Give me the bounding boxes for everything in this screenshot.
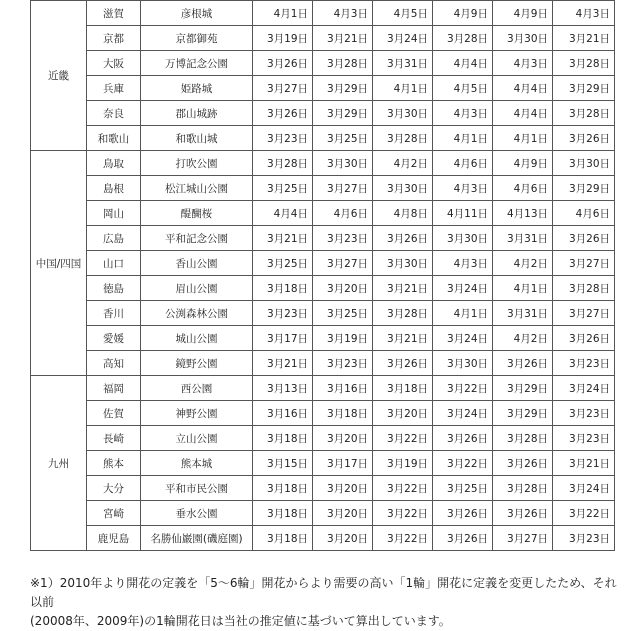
table-row — [31, 451, 615, 476]
date-cell: 3月17日 — [313, 451, 373, 476]
date-cell: 3月22日 — [373, 501, 433, 526]
date-cell: 4月6日 — [313, 201, 373, 226]
place-cell: 眉山公園 — [141, 276, 253, 301]
date-cell: 4月1日 — [433, 126, 493, 151]
prefecture-cell: 徳島 — [87, 276, 141, 301]
date-cell: 3月19日 — [373, 451, 433, 476]
date-cell: 3月18日 — [253, 276, 313, 301]
prefecture-cell: 熊本 — [87, 451, 141, 476]
date-cell: 3月19日 — [313, 326, 373, 351]
date-cell: 3月26日 — [373, 226, 433, 251]
date-cell: 4月8日 — [373, 201, 433, 226]
prefecture-cell: 山口 — [87, 251, 141, 276]
date-cell: 3月27日 — [313, 251, 373, 276]
date-cell: 4月3日 — [433, 101, 493, 126]
bloom-forecast-table — [30, 0, 615, 551]
date-cell: 3月26日 — [253, 101, 313, 126]
date-cell: 3月20日 — [313, 526, 373, 551]
place-cell: 万博記念公園 — [141, 51, 253, 76]
prefecture-cell: 和歌山 — [87, 126, 141, 151]
date-cell: 4月1日 — [253, 1, 313, 26]
table-row — [31, 501, 615, 526]
date-cell: 3月29日 — [493, 376, 553, 401]
date-cell: 3月28日 — [373, 126, 433, 151]
prefecture-cell: 岡山 — [87, 201, 141, 226]
date-cell: 3月24日 — [433, 401, 493, 426]
date-cell: 3月18日 — [253, 426, 313, 451]
date-cell: 4月4日 — [253, 201, 313, 226]
table-row — [31, 176, 615, 201]
date-cell: 4月6日 — [433, 151, 493, 176]
date-cell: 3月26日 — [253, 51, 313, 76]
date-cell: 4月11日 — [433, 201, 493, 226]
date-cell: 3月24日 — [433, 276, 493, 301]
date-cell: 3月28日 — [433, 26, 493, 51]
place-cell: 城山公園 — [141, 326, 253, 351]
table-row — [31, 401, 615, 426]
date-cell: 3月29日 — [493, 401, 553, 426]
prefecture-cell: 大分 — [87, 476, 141, 501]
place-cell: 熊本城 — [141, 451, 253, 476]
date-cell: 3月22日 — [373, 526, 433, 551]
table-body — [31, 1, 615, 551]
date-cell: 3月28日 — [553, 51, 615, 76]
region-cell: 九州 — [31, 376, 87, 551]
date-cell: 3月28日 — [313, 51, 373, 76]
date-cell: 3月23日 — [553, 351, 615, 376]
date-cell: 4月2日 — [373, 151, 433, 176]
date-cell: 3月24日 — [553, 476, 615, 501]
date-cell: 3月20日 — [313, 501, 373, 526]
date-cell: 3月27日 — [253, 76, 313, 101]
date-cell: 4月3日 — [433, 251, 493, 276]
date-cell: 3月21日 — [553, 451, 615, 476]
region-cell: 中国/四国 — [31, 151, 87, 376]
table-row — [31, 151, 615, 176]
table-row — [31, 76, 615, 101]
date-cell: 4月5日 — [373, 1, 433, 26]
table-row — [31, 226, 615, 251]
prefecture-cell: 高知 — [87, 351, 141, 376]
date-cell: 4月4日 — [493, 76, 553, 101]
date-cell: 3月26日 — [433, 426, 493, 451]
prefecture-cell: 滋賀 — [87, 1, 141, 26]
prefecture-cell: 京都 — [87, 26, 141, 51]
region-cell: 近畿 — [31, 1, 87, 151]
date-cell: 3月20日 — [313, 276, 373, 301]
date-cell: 3月25日 — [253, 251, 313, 276]
date-cell: 3月28日 — [553, 101, 615, 126]
date-cell: 3月30日 — [433, 351, 493, 376]
table-row — [31, 51, 615, 76]
date-cell: 3月23日 — [253, 126, 313, 151]
place-cell: 神野公園 — [141, 401, 253, 426]
date-cell: 3月25日 — [433, 476, 493, 501]
date-cell: 3月23日 — [553, 426, 615, 451]
date-cell: 3月29日 — [313, 76, 373, 101]
date-cell: 4月1日 — [493, 126, 553, 151]
place-cell: 京都御苑 — [141, 26, 253, 51]
date-cell: 3月25日 — [253, 176, 313, 201]
date-cell: 4月1日 — [433, 301, 493, 326]
date-cell: 3月18日 — [253, 476, 313, 501]
place-cell: 西公園 — [141, 376, 253, 401]
place-cell: 垂水公園 — [141, 501, 253, 526]
prefecture-cell: 鹿児島 — [87, 526, 141, 551]
table-row — [31, 101, 615, 126]
date-cell: 3月28日 — [253, 151, 313, 176]
date-cell: 3月23日 — [553, 526, 615, 551]
table-row — [31, 376, 615, 401]
date-cell: 4月13日 — [493, 201, 553, 226]
date-cell: 3月26日 — [553, 326, 615, 351]
date-cell: 3月26日 — [553, 226, 615, 251]
date-cell: 3月30日 — [493, 26, 553, 51]
date-cell: 3月20日 — [313, 426, 373, 451]
date-cell: 3月30日 — [373, 101, 433, 126]
prefecture-cell: 広島 — [87, 226, 141, 251]
place-cell: 打吹公園 — [141, 151, 253, 176]
date-cell: 3月18日 — [253, 501, 313, 526]
prefecture-cell: 香川 — [87, 301, 141, 326]
prefecture-cell: 宮崎 — [87, 501, 141, 526]
date-cell: 4月1日 — [373, 76, 433, 101]
date-cell: 3月20日 — [373, 401, 433, 426]
date-cell: 3月22日 — [373, 476, 433, 501]
footnote-line-1: ※1）2010年より開花の定義を「5～6輪」開花からより需要の高い「1輪」開花に定義を変更したため、それ以前 — [30, 576, 617, 609]
date-cell: 3月30日 — [373, 176, 433, 201]
date-cell: 3月26日 — [373, 351, 433, 376]
date-cell: 4月2日 — [493, 251, 553, 276]
date-cell: 3月22日 — [553, 501, 615, 526]
date-cell: 3月24日 — [553, 376, 615, 401]
date-cell: 4月2日 — [493, 326, 553, 351]
date-cell: 3月25日 — [313, 126, 373, 151]
date-cell: 3月29日 — [553, 176, 615, 201]
date-cell: 3月27日 — [553, 251, 615, 276]
date-cell: 3月27日 — [313, 176, 373, 201]
date-cell: 3月24日 — [373, 26, 433, 51]
date-cell: 4月9日 — [493, 151, 553, 176]
footnote — [30, 574, 620, 631]
date-cell: 3月30日 — [433, 226, 493, 251]
table-row — [31, 526, 615, 551]
date-cell: 3月16日 — [313, 376, 373, 401]
date-cell: 3月17日 — [253, 326, 313, 351]
date-cell: 3月23日 — [253, 301, 313, 326]
date-cell: 4月3日 — [553, 1, 615, 26]
date-cell: 4月3日 — [493, 51, 553, 76]
date-cell: 3月21日 — [313, 26, 373, 51]
date-cell: 4月4日 — [493, 101, 553, 126]
date-cell: 3月31日 — [373, 51, 433, 76]
date-cell: 3月26日 — [493, 501, 553, 526]
date-cell: 4月3日 — [433, 176, 493, 201]
table-row — [31, 251, 615, 276]
table-row — [31, 351, 615, 376]
date-cell: 3月28日 — [553, 276, 615, 301]
place-cell: 平和市民公園 — [141, 476, 253, 501]
date-cell: 3月23日 — [313, 351, 373, 376]
date-cell: 3月21日 — [253, 226, 313, 251]
date-cell: 4月3日 — [313, 1, 373, 26]
date-cell: 3月28日 — [493, 426, 553, 451]
date-cell: 3月29日 — [313, 101, 373, 126]
date-cell: 3月13日 — [253, 376, 313, 401]
date-cell: 4月4日 — [433, 51, 493, 76]
prefecture-cell: 大阪 — [87, 51, 141, 76]
place-cell: 鏡野公園 — [141, 351, 253, 376]
table-row — [31, 426, 615, 451]
date-cell: 3月18日 — [313, 401, 373, 426]
place-cell: 姫路城 — [141, 76, 253, 101]
date-cell: 3月23日 — [553, 401, 615, 426]
prefecture-cell: 鳥取 — [87, 151, 141, 176]
date-cell: 3月26日 — [433, 526, 493, 551]
date-cell: 4月6日 — [553, 201, 615, 226]
place-cell: 公渕森林公園 — [141, 301, 253, 326]
date-cell: 3月30日 — [373, 251, 433, 276]
table-row — [31, 276, 615, 301]
date-cell: 3月26日 — [493, 351, 553, 376]
date-cell: 3月28日 — [493, 476, 553, 501]
date-cell: 3月19日 — [253, 26, 313, 51]
date-cell: 3月21日 — [253, 351, 313, 376]
prefecture-cell: 島根 — [87, 176, 141, 201]
place-cell: 名勝仙巌園(磯庭園) — [141, 526, 253, 551]
date-cell: 4月1日 — [493, 276, 553, 301]
date-cell: 3月21日 — [553, 26, 615, 51]
date-cell: 3月24日 — [433, 326, 493, 351]
date-cell: 3月28日 — [373, 301, 433, 326]
date-cell: 3月16日 — [253, 401, 313, 426]
date-cell: 3月26日 — [553, 126, 615, 151]
date-cell: 3月27日 — [493, 526, 553, 551]
date-cell: 3月29日 — [553, 76, 615, 101]
date-cell: 4月9日 — [433, 1, 493, 26]
place-cell: 郡山城跡 — [141, 101, 253, 126]
place-cell: 彦根城 — [141, 1, 253, 26]
table-row — [31, 1, 615, 26]
place-cell: 立山公園 — [141, 426, 253, 451]
date-cell: 3月31日 — [493, 226, 553, 251]
date-cell: 3月22日 — [433, 451, 493, 476]
prefecture-cell: 兵庫 — [87, 76, 141, 101]
table-row — [31, 201, 615, 226]
prefecture-cell: 奈良 — [87, 101, 141, 126]
date-cell: 4月5日 — [433, 76, 493, 101]
table-row — [31, 326, 615, 351]
place-cell: 醍醐桜 — [141, 201, 253, 226]
table-row — [31, 26, 615, 51]
date-cell: 3月22日 — [373, 426, 433, 451]
table-row — [31, 126, 615, 151]
table-row — [31, 476, 615, 501]
place-cell: 和歌山城 — [141, 126, 253, 151]
date-cell: 3月18日 — [253, 526, 313, 551]
footnote-line-2: (20008年、2009年)の1輪開花日は当社の推定値に基づいて算出しています。 — [30, 614, 451, 628]
date-cell: 3月27日 — [553, 301, 615, 326]
date-cell: 3月18日 — [373, 376, 433, 401]
prefecture-cell: 福岡 — [87, 376, 141, 401]
prefecture-cell: 愛媛 — [87, 326, 141, 351]
date-cell: 3月30日 — [313, 151, 373, 176]
date-cell: 3月31日 — [493, 301, 553, 326]
date-cell: 3月20日 — [313, 476, 373, 501]
date-cell: 3月15日 — [253, 451, 313, 476]
date-cell: 3月26日 — [433, 501, 493, 526]
date-cell: 4月9日 — [493, 1, 553, 26]
place-cell: 松江城山公園 — [141, 176, 253, 201]
table-row — [31, 301, 615, 326]
date-cell: 3月21日 — [373, 276, 433, 301]
prefecture-cell: 長崎 — [87, 426, 141, 451]
date-cell: 3月30日 — [553, 151, 615, 176]
date-cell: 3月21日 — [373, 326, 433, 351]
prefecture-cell: 佐賀 — [87, 401, 141, 426]
date-cell: 3月25日 — [313, 301, 373, 326]
date-cell: 3月23日 — [313, 226, 373, 251]
place-cell: 平和記念公園 — [141, 226, 253, 251]
date-cell: 4月6日 — [493, 176, 553, 201]
place-cell: 香山公園 — [141, 251, 253, 276]
date-cell: 3月22日 — [433, 376, 493, 401]
date-cell: 3月26日 — [493, 451, 553, 476]
